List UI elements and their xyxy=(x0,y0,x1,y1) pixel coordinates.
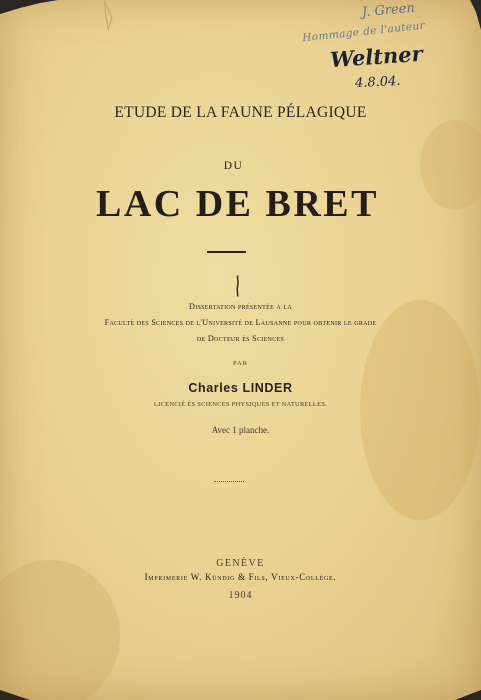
title-line-1: ETUDE DE LA FAUNE PÉLAGIQUE xyxy=(114,104,367,121)
handwritten-date: 4.8.04. xyxy=(354,73,401,92)
dotted-divider xyxy=(214,481,244,482)
main-title: LAC DE BRET xyxy=(96,183,379,225)
title-rule xyxy=(207,251,246,253)
title-du: DU xyxy=(223,160,244,172)
by-label: PAR xyxy=(232,360,249,367)
ink-mark xyxy=(236,272,239,300)
publication-city: GENÈVE xyxy=(216,558,265,569)
publication-year: 1904 xyxy=(228,590,253,601)
dedication-stamp: Hommage de l'auteur xyxy=(301,19,426,45)
author-credential: LICENCIÉ ÈS SCIENCES PHYSIQUES ET NATURELLES. xyxy=(153,401,328,408)
stamp-name: J. Green xyxy=(361,0,416,21)
dissertation-line-2: Faculté des Sciences de l'Université de Lausanne pour obtenir le grade xyxy=(104,318,377,327)
author-name: Charles LINDER xyxy=(188,381,293,395)
dissertation-line-3: de Docteur ès Sciences xyxy=(196,334,285,343)
dissertation-line-1: Dissertation présentée a la xyxy=(189,302,292,311)
plates-note: Avec 1 planche. xyxy=(211,425,270,435)
printer-line: Imprimerie W. Kündig & Fils, Vieux-Collège. xyxy=(144,572,337,582)
handwritten-signature: Weltner xyxy=(329,40,424,73)
